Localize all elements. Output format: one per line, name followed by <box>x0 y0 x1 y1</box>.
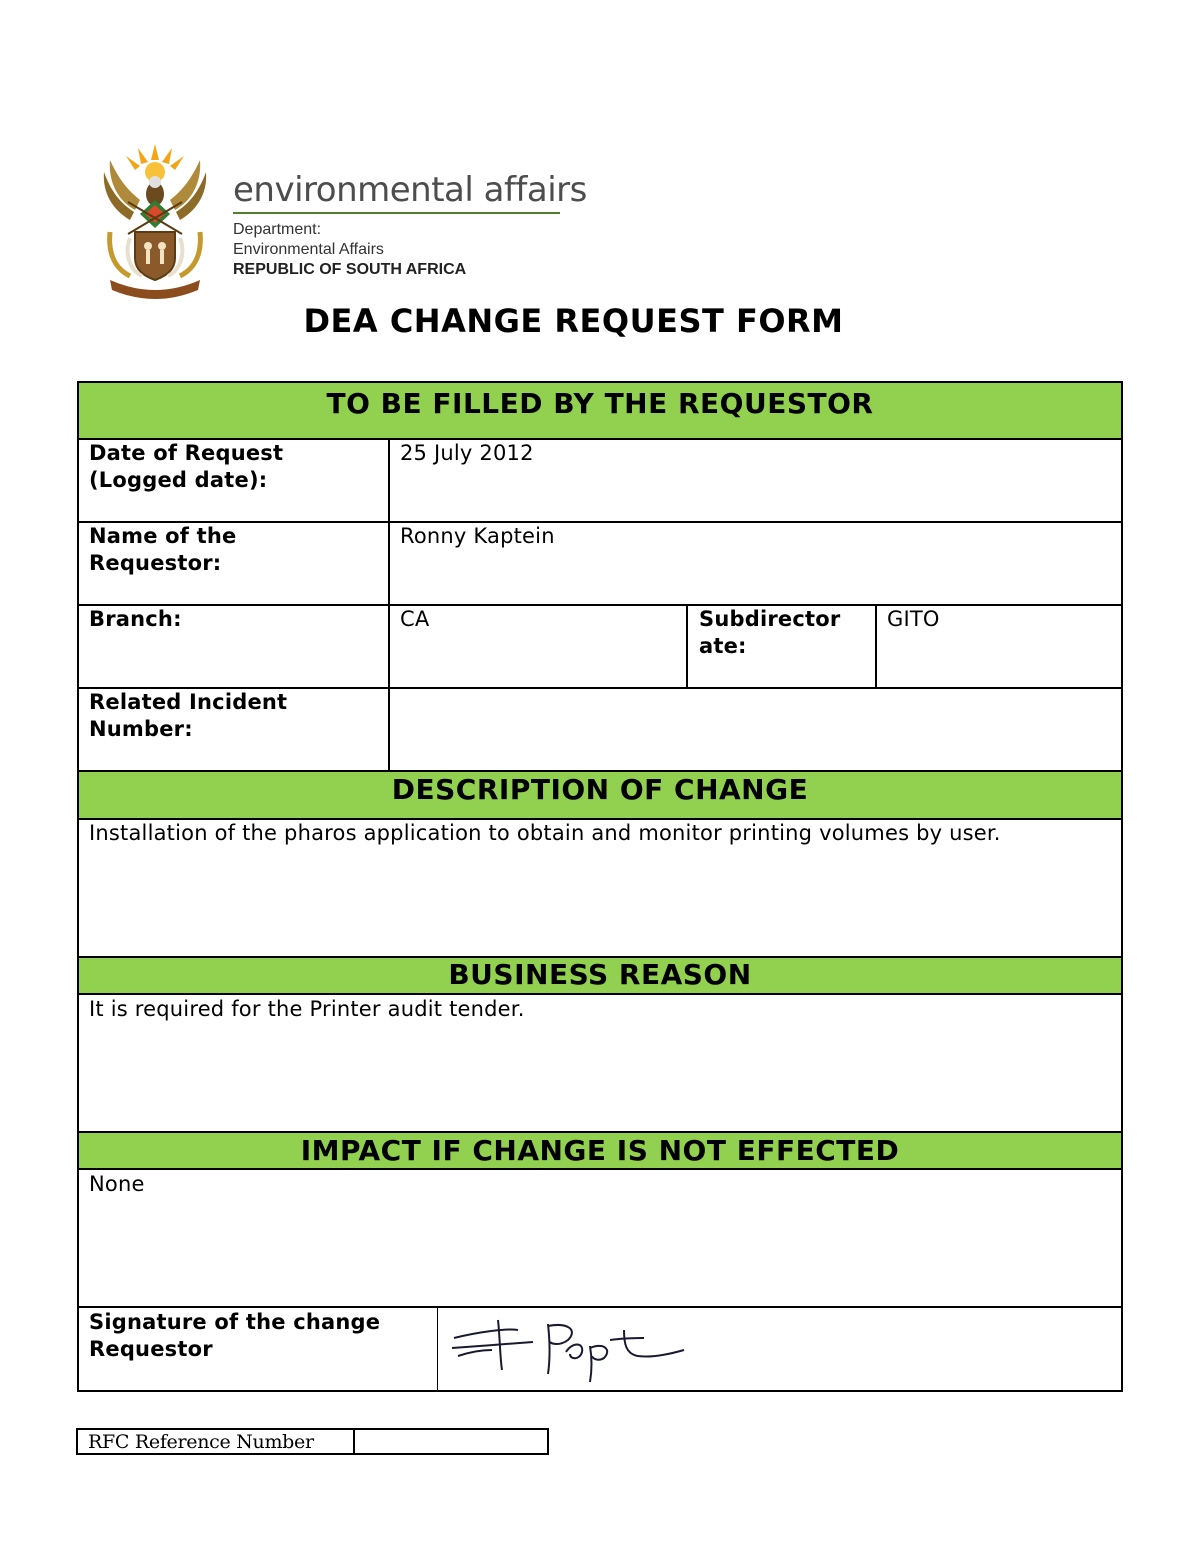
section-description-header: DESCRIPTION OF CHANGE <box>77 770 1123 818</box>
rule-after-business <box>77 1131 1123 1133</box>
department-line-1: Department: <box>233 221 322 238</box>
incident-label-line-2: Number: <box>89 717 193 741</box>
rule-after-impact <box>77 1306 1123 1308</box>
rule-after-business-band <box>77 993 1123 995</box>
section-impact-header: IMPACT IF CHANGE IS NOT EFFECTED <box>77 1132 1123 1169</box>
change-request-form <box>77 381 1123 1392</box>
requestor-name-label <box>77 521 389 604</box>
related-incident-label <box>77 687 389 770</box>
name-label-line-2: Requestor: <box>89 551 222 575</box>
rule-after-description <box>77 956 1123 958</box>
rule-after-description-band <box>77 818 1123 820</box>
rfc-divider <box>353 1430 355 1453</box>
signature-label <box>77 1307 438 1392</box>
column-rule-subdir <box>875 604 877 688</box>
signature-label-line-1: Signature of the change <box>89 1310 381 1334</box>
rfc-reference-value[interactable] <box>356 1430 546 1453</box>
form-title: DEA CHANGE REQUEST FORM <box>303 302 844 340</box>
rule-after-impact-band <box>77 1168 1123 1170</box>
rule-after-requestor-band <box>77 438 1123 440</box>
date-of-request-label <box>77 438 389 521</box>
rule-after-incident <box>77 770 1123 772</box>
border-right <box>1121 381 1123 1392</box>
column-rule-signature <box>437 1307 438 1391</box>
signature-label-line-2: Requestor <box>89 1337 213 1361</box>
impact-value[interactable]: None <box>89 1172 145 1196</box>
date-of-request-value[interactable]: 25 July 2012 <box>400 441 534 465</box>
border-top <box>77 381 1123 383</box>
branch-label: Branch: <box>89 607 182 631</box>
rule-after-date <box>77 521 1123 523</box>
description-value[interactable]: Installation of the pharos application to obtain and monitor printing volumes by user. <box>89 821 1001 845</box>
border-bottom <box>77 1390 1123 1392</box>
signature-image <box>438 1308 693 1388</box>
department-line-2: Environmental Affairs <box>233 241 384 258</box>
rfc-reference-label: RFC Reference Number <box>88 1431 314 1453</box>
rule-after-branch <box>77 687 1123 689</box>
rule-after-name <box>77 604 1123 606</box>
incident-label-line-1: Related Incident <box>89 690 288 714</box>
subdirectorate-value[interactable]: GITO <box>887 607 940 631</box>
column-rule-main <box>388 438 390 771</box>
business-reason-value[interactable]: It is required for the Printer audit tender. <box>89 997 525 1021</box>
related-incident-value[interactable] <box>389 687 1123 770</box>
department-line-3: REPUBLIC OF SOUTH AFRICA <box>233 261 467 278</box>
name-label-line-1: Name of the <box>89 524 237 548</box>
section-requestor-header: TO BE FILLED BY THE REQUESTOR <box>77 381 1123 438</box>
brand-name: environmental affairs <box>233 170 587 210</box>
letterhead <box>90 142 587 300</box>
date-label-line-2: (Logged date): <box>89 468 268 492</box>
subdir-label-line-2: ate: <box>699 634 747 658</box>
branch-value[interactable]: CA <box>400 607 430 631</box>
column-rule-branch <box>686 604 688 688</box>
subdirectorate-label <box>687 604 876 687</box>
requestor-name-value[interactable]: Ronny Kaptein <box>400 524 555 548</box>
border-left <box>77 381 79 1392</box>
section-business-reason-header: BUSINESS REASON <box>77 956 1123 994</box>
coat-of-arms-icon <box>90 142 220 300</box>
subdir-label-line-1: Subdirector <box>699 607 841 631</box>
rfc-reference-box <box>76 1428 549 1455</box>
date-label-line-1: Date of Request <box>89 441 284 465</box>
brand-underline <box>233 212 560 214</box>
